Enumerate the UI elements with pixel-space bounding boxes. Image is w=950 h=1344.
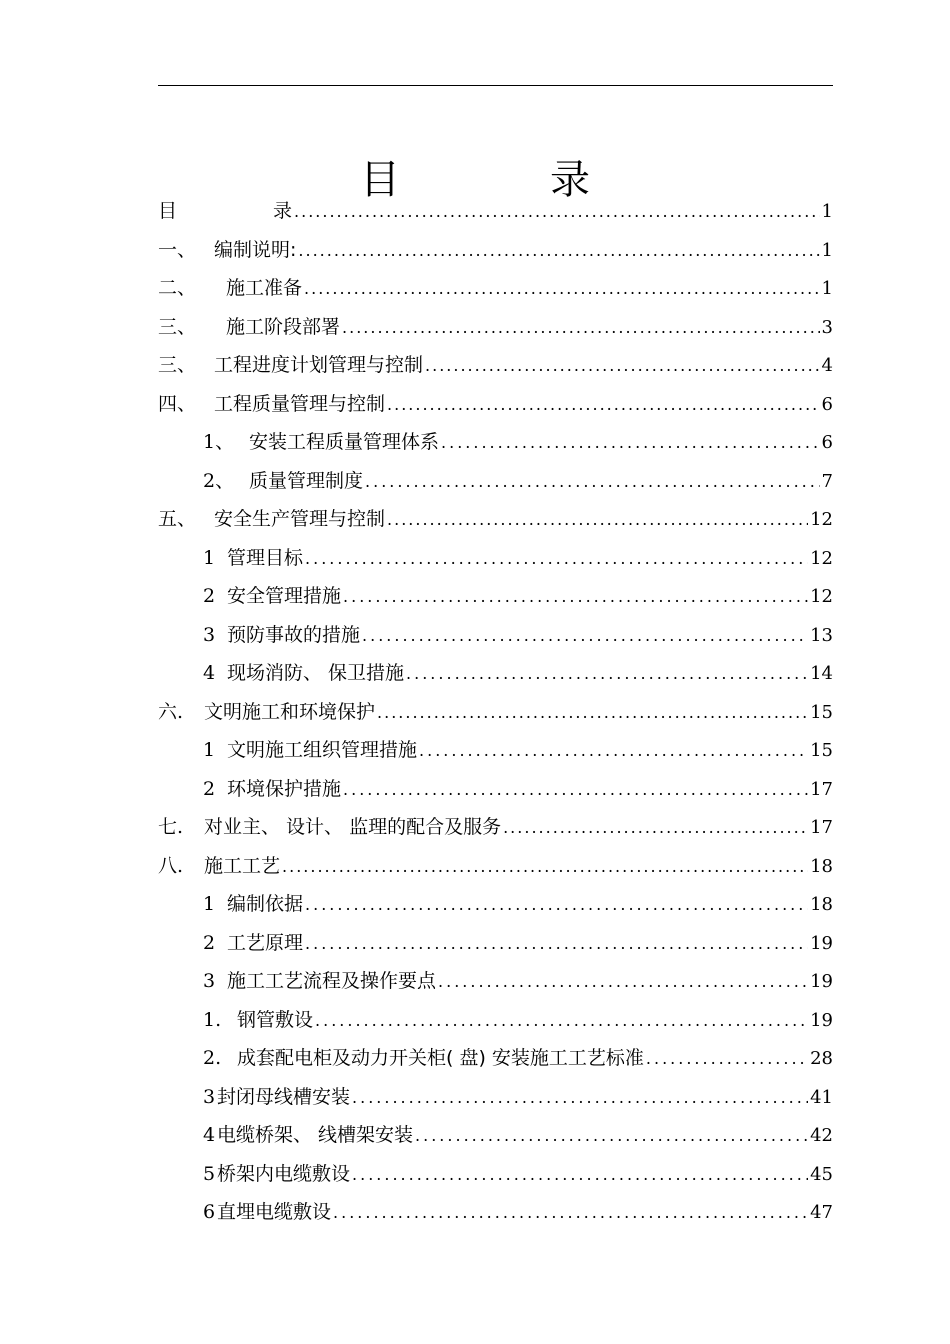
toc-entry-page: 15: [810, 701, 833, 723]
toc-entry[interactable]: [158, 1116, 833, 1155]
toc-entry-page: 17: [810, 778, 833, 800]
dot-leader: [425, 347, 820, 386]
toc-entry-prefix: 四、: [158, 392, 197, 415]
dot-leader: [387, 501, 808, 540]
dot-leader: [294, 193, 820, 232]
toc-entry-title: 安全管理措施: [227, 585, 342, 607]
toc-entry-prefix: 2: [203, 777, 216, 800]
toc-entry-page: 3: [821, 316, 833, 338]
toc-entry-page: 41: [810, 1086, 833, 1108]
dot-leader: [419, 732, 808, 771]
toc-entry-prefix: 6: [203, 1201, 216, 1223]
toc-entry-prefix: 3: [203, 970, 216, 992]
toc-entry-page: 12: [810, 586, 833, 607]
toc-entry[interactable]: [158, 770, 833, 809]
toc-entry-title: 施工工艺: [204, 854, 281, 877]
dot-leader: [343, 578, 808, 617]
toc-entry-page: 19: [810, 932, 833, 954]
toc-entry[interactable]: [158, 1001, 833, 1040]
toc-entry-title: 环境保护措施: [227, 777, 342, 800]
header-rule: [158, 85, 833, 86]
dot-leader: [415, 1117, 808, 1156]
toc-entry-prefix: 七.: [158, 816, 184, 838]
toc-entry-prefix: 3: [203, 1085, 216, 1108]
toc-entry-prefix: 3: [203, 623, 216, 646]
toc-entry-page: 6: [821, 393, 833, 415]
toc-entry-title: 工程质量管理与控制: [214, 392, 386, 415]
toc-entry-prefix: 三、: [158, 315, 197, 338]
toc-entry-title: 桥架内电缆敷设: [217, 1162, 351, 1185]
toc-entry-prefix: 5: [203, 1162, 216, 1185]
toc-entry-title: 管理目标: [227, 546, 304, 569]
dot-leader: [305, 886, 808, 925]
toc-entry-prefix: 2、: [203, 469, 235, 492]
toc-entry-page: 12: [810, 509, 833, 530]
dot-leader: [282, 848, 808, 887]
dot-leader: [646, 1040, 808, 1079]
toc-entry-prefix: 4: [203, 1124, 216, 1146]
toc-entry[interactable]: [158, 847, 833, 886]
dot-leader: [305, 540, 808, 579]
toc-entry-page: 47: [810, 1202, 833, 1223]
toc-entry-title: 封闭母线槽安装: [217, 1085, 351, 1108]
toc-entry-page: 7: [821, 470, 833, 492]
toc-entry-title: 直埋电缆敷设: [217, 1201, 332, 1223]
toc-entry-title: 现场消防、 保卫措施: [227, 662, 405, 684]
toc-entry[interactable]: [158, 924, 833, 963]
toc-entry-title: 预防事故的措施: [227, 623, 361, 646]
toc-entry[interactable]: [158, 192, 833, 231]
toc-entry[interactable]: [158, 577, 833, 616]
dot-leader: [406, 655, 808, 694]
toc-entry-page: 17: [810, 817, 833, 838]
toc-entry-prefix: 目: [158, 200, 178, 222]
toc-entry[interactable]: [158, 616, 833, 655]
toc-entry-page: 19: [810, 971, 833, 992]
toc-entry-prefix: 1: [203, 546, 216, 569]
toc-entry[interactable]: [158, 385, 833, 424]
toc-entry[interactable]: [158, 1155, 833, 1194]
dot-leader: [343, 771, 808, 810]
toc-entry-prefix: 1: [203, 739, 216, 761]
toc-entry[interactable]: [158, 308, 833, 347]
toc-entry[interactable]: [158, 1193, 833, 1232]
toc-entry-prefix: 2: [203, 585, 216, 607]
toc-entry-page: 28: [810, 1048, 833, 1069]
toc-entry-page: 1: [821, 239, 833, 261]
dot-leader: [352, 1079, 808, 1118]
toc-entry-page: 19: [810, 1009, 833, 1031]
dot-leader: [333, 1194, 808, 1233]
dot-leader: [503, 809, 808, 848]
toc-entry-title: 质量管理制度: [249, 469, 364, 492]
toc-entry-title: 钢管敷设: [237, 1008, 314, 1031]
toc-entry-title: 对业主、 设计、 监理的配合及服务: [204, 816, 502, 838]
toc-entry-page: 18: [810, 855, 833, 877]
toc-entry-page: 12: [810, 547, 833, 569]
dot-leader: [342, 309, 820, 348]
toc-entry-title: 电缆桥架、 线槽架安装: [217, 1124, 414, 1146]
dot-leader: [441, 424, 820, 463]
toc-entry-page: 15: [810, 740, 833, 761]
toc-entry-title: 文明施工组织管理措施: [227, 739, 418, 761]
dot-leader: [298, 232, 819, 271]
toc-entry-prefix: 三、: [158, 354, 197, 376]
toc-entry-prefix: 2.: [203, 1047, 222, 1069]
toc-entry-prefix: 1: [203, 893, 216, 915]
dot-leader: [315, 1002, 808, 1041]
toc-entry[interactable]: [158, 346, 833, 385]
toc-entry[interactable]: [158, 423, 833, 462]
toc-entry-page: 1: [821, 278, 833, 299]
toc-entry-prefix: 1.: [203, 1008, 222, 1031]
toc-entry-prefix: 五、: [158, 508, 197, 530]
toc-entry-title: 编制依据: [227, 893, 304, 915]
toc-entry-prefix: 八.: [158, 854, 184, 877]
toc-entry-page: 4: [821, 355, 833, 376]
toc-entry-title: 编制说明:: [214, 238, 297, 261]
table-of-contents: [158, 192, 833, 1232]
toc-entry[interactable]: [158, 231, 833, 270]
dot-leader: [304, 270, 820, 309]
dot-leader: [305, 925, 808, 964]
dot-leader: [352, 1156, 808, 1195]
toc-entry-title: 安装工程质量管理体系: [249, 431, 440, 453]
dot-leader: [365, 463, 820, 502]
toc-entry-title: 安全生产管理与控制: [214, 508, 386, 530]
toc-entry[interactable]: [158, 693, 833, 732]
toc-entry-page: 13: [810, 624, 833, 646]
toc-entry-page: 14: [810, 663, 833, 684]
toc-entry[interactable]: [158, 962, 833, 1001]
dot-leader: [362, 617, 808, 656]
dot-leader: [387, 386, 820, 425]
toc-entry-title: 成套配电柜及动力开关柜( 盘) 安装施工工艺标准: [237, 1047, 644, 1069]
toc-entry[interactable]: [158, 269, 833, 308]
toc-entry[interactable]: [158, 808, 833, 847]
toc-entry-title: 施工工艺流程及操作要点: [227, 970, 437, 992]
toc-entry-title: 施工阶段部署: [226, 315, 341, 338]
toc-entry[interactable]: [158, 885, 833, 924]
toc-entry-page: 42: [810, 1125, 833, 1146]
toc-entry-prefix: 六.: [158, 700, 184, 723]
page-title-left: 目: [360, 156, 400, 203]
dot-leader: [438, 963, 808, 1002]
toc-entry-title: 工艺原理: [227, 931, 304, 954]
toc-entry-title: 工程进度计划管理与控制: [214, 354, 424, 376]
toc-entry[interactable]: [158, 1039, 833, 1078]
toc-entry[interactable]: [158, 731, 833, 770]
toc-entry-title: 录: [273, 200, 293, 222]
toc-entry-prefix: 4: [203, 662, 216, 684]
toc-entry-prefix: 二、: [158, 277, 197, 299]
toc-entry-prefix: 1、: [203, 431, 235, 453]
toc-entry[interactable]: [158, 1078, 833, 1117]
dot-leader: [377, 694, 808, 733]
toc-entry-page: 45: [810, 1163, 833, 1185]
toc-entry-page: 18: [810, 894, 833, 915]
toc-entry[interactable]: [158, 539, 833, 578]
toc-entry-title: 施工准备: [226, 277, 303, 299]
toc-entry-title: 文明施工和环境保护: [204, 700, 376, 723]
toc-entry[interactable]: [158, 462, 833, 501]
page-title-right: 录: [550, 156, 590, 203]
toc-entry[interactable]: [158, 654, 833, 693]
toc-entry[interactable]: [158, 500, 833, 539]
toc-entry-page: 6: [821, 432, 833, 453]
toc-entry-prefix: 2: [203, 931, 216, 954]
toc-entry-page: 1: [821, 201, 833, 222]
toc-entry-prefix: 一、: [158, 238, 197, 261]
